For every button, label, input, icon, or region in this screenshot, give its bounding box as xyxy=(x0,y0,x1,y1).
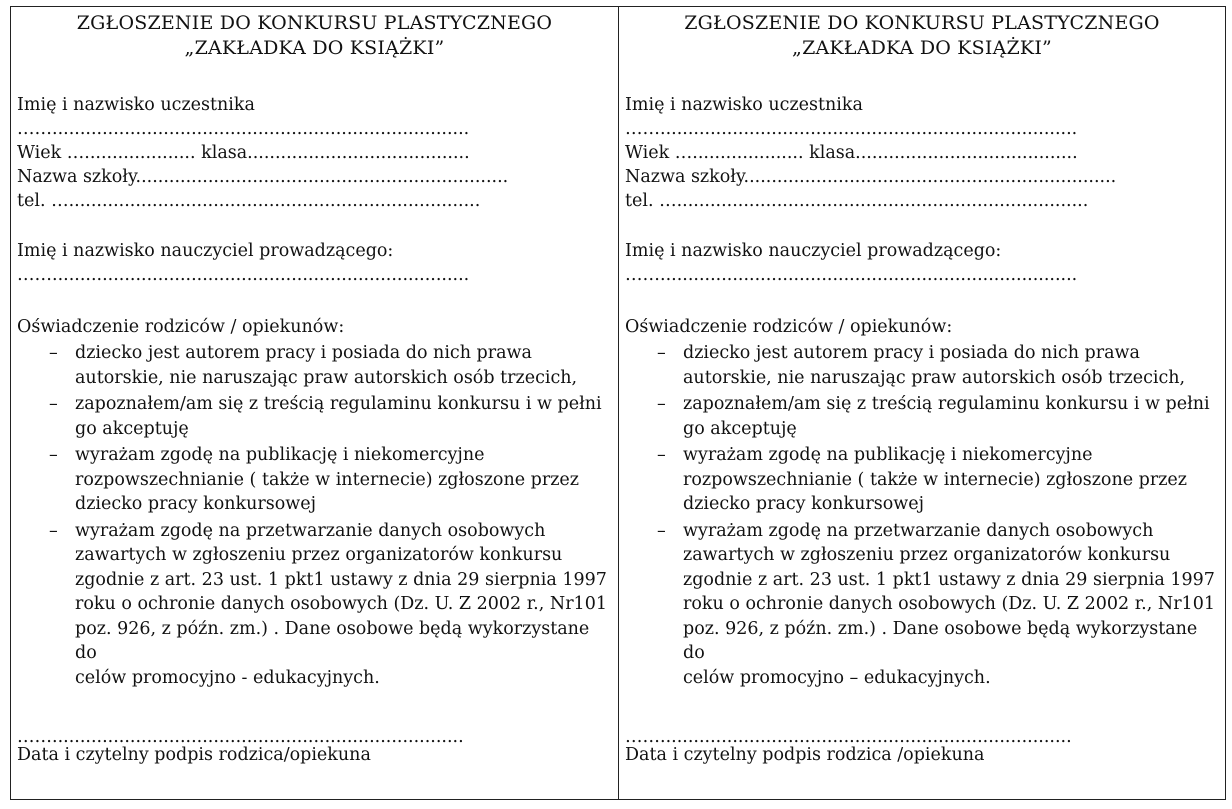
bullet-line: go akceptuję xyxy=(75,418,189,439)
bullet-line: dziecko pracy konkursowej xyxy=(683,494,925,514)
title-line-2: „ZAKŁADKA DO KSIĄŻKI” xyxy=(184,37,445,59)
declaration-label: Oświadczenie rodziców / opiekunów: xyxy=(17,317,345,337)
bullet-line: roku o ochronie danych osobowych (Dz. U. Z 2002 r., Nr101 xyxy=(75,594,607,614)
bullet-dash: – xyxy=(657,445,666,465)
declaration-list xyxy=(625,341,1215,692)
bullet-line: celów promocyjno - edukacyjnych. xyxy=(75,667,380,688)
form-title xyxy=(619,11,1225,61)
bullet-line: zawartych w zgłoszeniu przez organizatorów konkursu xyxy=(75,545,563,565)
signature-label: Data i czytelny podpis rodzica/opiekuna xyxy=(17,745,371,765)
entry-form-left xyxy=(11,7,618,799)
participant-field: ……........................................................................... xyxy=(17,119,470,139)
bullet-line: zgodnie z art. 23 ust. 1 pkt1 ustawy z dnia 29 sierpnia 1997 xyxy=(75,569,607,590)
bullet-line: wyrażam zgodę na przetwarzanie danych osobowych xyxy=(75,520,546,541)
list-item xyxy=(625,341,1215,390)
age-class-field: Wiek ….................... klasa........................................ xyxy=(17,143,470,163)
title-line-2: „ZAKŁADKA DO KSIĄŻKI” xyxy=(792,37,1052,59)
bullet-line: zgodnie z art. 23 ust. 1 pkt1 ustawy z dnia 29 sierpnia 1997 xyxy=(683,569,1215,590)
bullet-line: zapoznałem/am się z treścią regulaminu konkursu i w pełni xyxy=(683,394,1210,414)
list-item xyxy=(17,392,607,441)
bullet-dash: – xyxy=(49,343,58,363)
school-field: Nazwa szkoły................................................................... xyxy=(17,167,509,187)
title-line-1: ZGŁOSZENIE DO KONKURSU PLASTYCZNEGO xyxy=(684,12,1160,34)
bullet-line: wyrażam zgodę na przetwarzanie danych osobowych xyxy=(683,520,1154,541)
list-item xyxy=(17,341,607,390)
bullet-line: wyrażam zgodę na publikację i niekomercyjne xyxy=(683,445,1093,465)
signature-field: …….......................................................................... xyxy=(625,727,1072,747)
bullet-line: dziecko jest autorem pracy i posiada do nich prawa xyxy=(683,343,1140,363)
list-item xyxy=(625,519,1215,691)
bullet-line: dziecko pracy konkursowej xyxy=(75,494,317,514)
bullet-line: roku o ochronie danych osobowych (Dz. U. Z 2002 r., Nr101 xyxy=(683,594,1215,614)
bullet-line: wyrażam zgodę na publikację i niekomercyjne xyxy=(75,445,485,465)
teacher-label: Imię i nazwisko nauczyciel prowadzącego: xyxy=(17,241,394,261)
teacher-field: ……........................................................................... xyxy=(17,265,470,285)
bullet-line: poz. 926, z późn. zm.) . Dane osobowe będą wykorzystane do xyxy=(683,618,1198,663)
signature-label: Data i czytelny podpis rodzica /opiekuna xyxy=(625,745,985,765)
bullet-dash: – xyxy=(657,343,666,363)
declaration-label: Oświadczenie rodziców / opiekunów: xyxy=(625,317,953,337)
list-item xyxy=(17,443,607,517)
list-item xyxy=(625,392,1215,441)
phone-field: tel. ….......................................................................... xyxy=(625,191,1089,211)
declaration-list xyxy=(17,341,607,692)
teacher-label: Imię i nazwisko nauczyciel prowadzącego: xyxy=(625,241,1002,261)
bullet-line: rozpowszechnianie ( także w internecie) zgłoszone przez xyxy=(75,469,580,490)
bullet-line: celów promocyjno – edukacyjnych. xyxy=(683,667,991,688)
age-class-field: Wiek ….................... klasa........................................ xyxy=(625,143,1078,163)
form-title xyxy=(11,11,618,61)
bullet-line: autorskie, nie naruszając praw autorskich osób trzecich, xyxy=(683,367,1186,388)
bullet-dash: – xyxy=(49,520,58,541)
participant-label: Imię i nazwisko uczestnika xyxy=(17,95,255,115)
list-item xyxy=(625,443,1215,517)
participant-label: Imię i nazwisko uczestnika xyxy=(625,95,863,115)
bullet-line: go akceptuję xyxy=(683,418,797,439)
signature-field: …….......................................................................... xyxy=(17,727,464,747)
title-line-1: ZGŁOSZENIE DO KONKURSU PLASTYCZNEGO xyxy=(76,12,553,34)
participant-field: ……........................................................................... xyxy=(625,119,1078,139)
bullet-line: poz. 926, z późn. zm.) . Dane osobowe będą wykorzystane do xyxy=(75,618,590,663)
bullet-line: zawartych w zgłoszeniu przez organizatorów konkursu xyxy=(683,545,1171,565)
bullet-dash: – xyxy=(49,445,58,465)
bullet-dash: – xyxy=(657,394,666,414)
entry-form-right xyxy=(618,7,1225,799)
list-item xyxy=(17,519,607,691)
bullet-dash: – xyxy=(657,520,666,541)
phone-field: tel. ….......................................................................... xyxy=(17,191,481,211)
bullet-line: zapoznałem/am się z treścią regulaminu konkursu i w pełni xyxy=(75,394,602,414)
bullet-dash: – xyxy=(49,394,58,414)
teacher-field: ……........................................................................... xyxy=(625,265,1078,285)
school-field: Nazwa szkoły................................................................... xyxy=(625,167,1117,187)
bullet-line: rozpowszechnianie ( także w internecie) zgłoszone przez xyxy=(683,469,1188,490)
bullet-line: autorskie, nie naruszając praw autorskich osób trzecich, xyxy=(75,367,578,388)
bullet-line: dziecko jest autorem pracy i posiada do nich prawa xyxy=(75,343,532,363)
entry-forms-sheet xyxy=(10,6,1226,800)
